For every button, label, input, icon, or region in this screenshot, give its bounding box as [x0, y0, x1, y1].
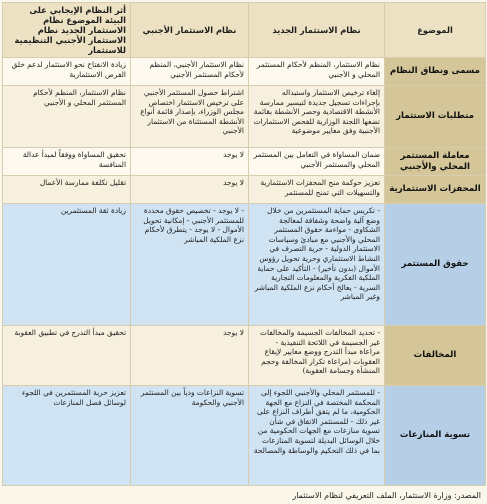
- row-new-law: - للمستثمر المحلي والأجنبي اللجوء إلى المحكمة المختصة في النزاع مع الجهة الحكومية، ما لم يتفق أطراف النزاع على غير ذلك - للمستثمر الاتفاق في شأن تسوية منازعات مع الجهات الحكومية من خلال الوسائل البديلة لتسوية المنازعات بما في ذلك التحكيم والوساطة والمصالحة: [249, 386, 385, 486]
- row-topic: المخالفات: [385, 326, 486, 386]
- row-topic: مسمى ونطاق النظام: [385, 58, 486, 86]
- source-note: المصدر: وزارة الاستثمار، الملف التعريفي لنظام الاستثمار: [0, 488, 487, 504]
- header-row: [3, 3, 486, 58]
- row-foreign-law: - لا يوجد - تخصيص حقوق محددة للمستثمر الأجنبي - إمكانية تحويل الأموال - لا يوجد - يتطرق لأحكام نزع الملكية المباشر: [131, 204, 249, 326]
- header-new-law: نظام الاستثمار الجديد: [249, 3, 385, 58]
- row-foreign-law: لا يوجد: [131, 326, 249, 386]
- row-foreign-law: نظام الاستثمار الأجنبي، المنظم لأحكام المستثمر الأجنبي: [131, 58, 249, 86]
- row-topic: معاملة المستثمر المحلي والأجنبي: [385, 148, 486, 176]
- header-topic: الموضوع: [385, 3, 486, 58]
- table-row: [3, 148, 486, 176]
- row-impact: تقليل تكلفة ممارسة الأعمال: [3, 176, 131, 204]
- row-foreign-law: لا يوجد: [131, 148, 249, 176]
- table-row: [3, 58, 486, 86]
- table-row: [3, 176, 486, 204]
- row-impact: تحقيق المساواة ووفقاً لمبدأ عدالة المنافسة: [3, 148, 131, 176]
- row-topic: تسوية المنازعات: [385, 386, 486, 486]
- row-impact: زيادة ثقة المستثمرين: [3, 204, 131, 326]
- row-topic: المحفزات الاستثمارية: [385, 176, 486, 204]
- table-row: [3, 204, 486, 326]
- header-foreign-law: نظام الاستثمار الأجنبي: [131, 3, 249, 58]
- row-impact: تعزيز حرية المستثمرين في اللجوء لوسائل فصل المنازعات: [3, 386, 131, 486]
- row-new-law: تعزيز حوكمة منح المحفزات الاستثمارية والتسهيلات التي تمنح للمستثمر: [249, 176, 385, 204]
- table-row: [3, 386, 486, 486]
- row-new-law: نظام الاستثمار، المنظم لأحكام المستثمر المحلي و الأجنبي: [249, 58, 385, 86]
- row-new-law: إلغاء ترخيص الاستثمار واستبداله بإجراءات تسجيل جديدة لتيسير ممارسة الأنشطة الاقتصادية وحصر الأنشطة بقائمة تضعها اللجنة الوزارية للفحص الاستثمارات الأجنبية وفق معايير موضوعية: [249, 86, 385, 148]
- row-foreign-law: لا يوجد: [131, 176, 249, 204]
- row-topic: حقوق المستثمر: [385, 204, 486, 326]
- table-row: [3, 326, 486, 386]
- table-row: [3, 86, 486, 148]
- header-impact: أثر النظام الإيجابي على البيئة الموضوع نظام الاستثمار الجديد نظام الاستثمار الأجنبي التنظيمية للاستثمار: [3, 3, 131, 58]
- row-foreign-law: تسوية النزاعات ودياً بين المستثمر الأجنبي والحكومة: [131, 386, 249, 486]
- row-foreign-law: اشتراط حصول المستثمر الأجنبي على ترخيص الاستثمار اختصاص مجلس الوزراء، بإصدار قائمة أنواع الأنشطة المستثناة من الاستثمار الأجنبي: [131, 86, 249, 148]
- row-new-law: ضمان المساواة في التعامل بين المستثمر المحلي والمستثمر الأجنبي: [249, 148, 385, 176]
- row-impact: زيادة الانفتاح نحو الاستثمار لدعم خلق الفرص الاستثمارية: [3, 58, 131, 86]
- row-impact: نظام الاستثمار، المنظم لأحكام المستثمر المحلي و الأجنبي: [3, 86, 131, 148]
- row-new-law: - تكريس حماية المستثمرين من خلال وضع آلية واضحة وشفافة لمعالجة الشكاوى - مواءمة حقوق المستثمر المحلي والأجنبي مع مبادئ وسياسات الاستثمار الدولية - حرية التصرف في النشاط الاستثماري وحرية تحويل رؤوس الأموال (بدون تأخير) - التأكيد على حماية الملكية الفكرية والمعلومات التجارية السرية - يعالج أحكام نزع الملكية المباشر وغير المباشر: [249, 204, 385, 326]
- row-new-law: - تحديد المخالفات الجسيمة والمخالفات غير الجسيمة في اللائحة التنفيذية - مراعاة مبدأ التدرج ووضع معايير لإيقاع العقوبات (مراعاة تكرار المخالفة وحجم المنشأة وجسامة العقوبة): [249, 326, 385, 386]
- comparison-table: [2, 2, 486, 486]
- row-impact: تحقيق مبدأ التدرج في تطبيق العقوبة: [3, 326, 131, 386]
- row-topic: متطلبات الاستثمار: [385, 86, 486, 148]
